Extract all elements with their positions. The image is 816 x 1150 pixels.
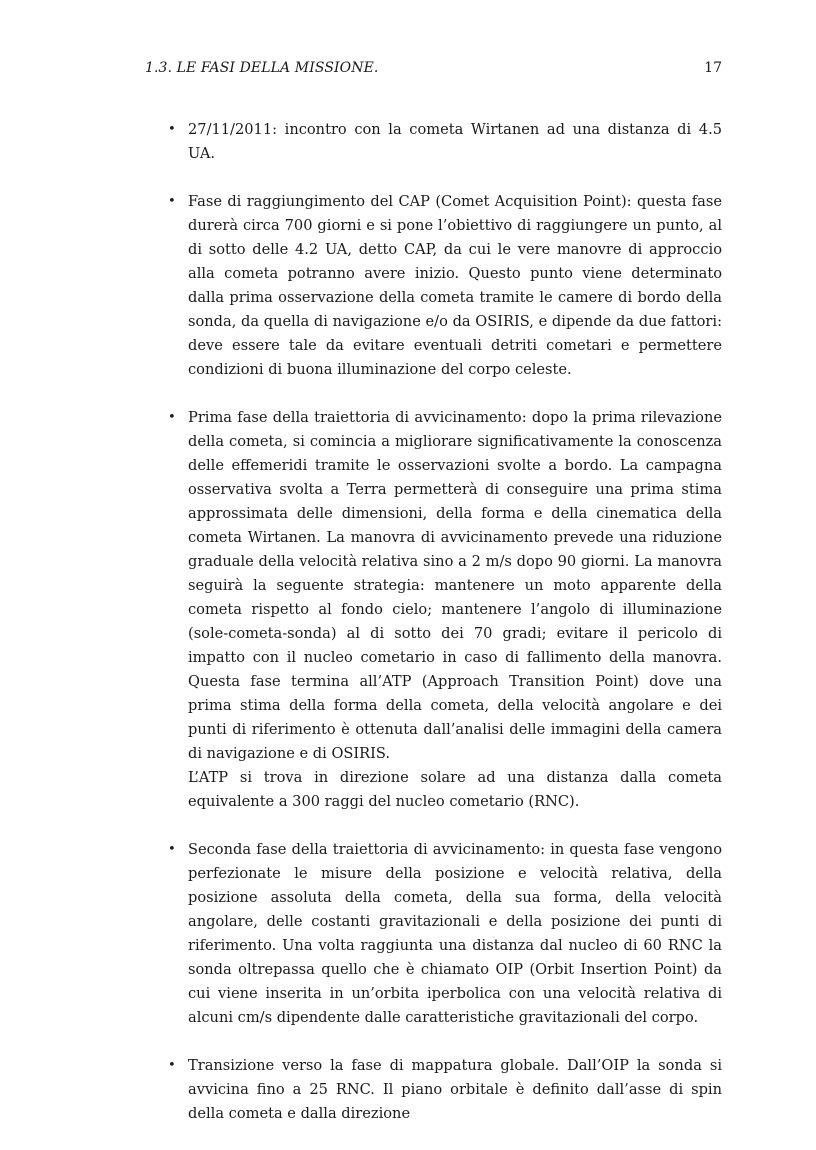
bullet-icon: • <box>168 410 176 425</box>
running-header <box>145 60 722 80</box>
bullet-icon: • <box>168 842 176 857</box>
bullet-icon: • <box>168 122 176 137</box>
list-item <box>168 1054 722 1126</box>
list-item-text: Transizione verso la fase di mappatura globale. Dall’OIP la sonda si avvicina fino a 25 RNC. Il piano orbitale è definito dall’asse di spin della cometa e dalla direzione <box>188 1057 722 1122</box>
bullet-list <box>168 118 722 1126</box>
list-item-text: Fase di raggiungimento del CAP (Comet Acquisition Point): questa fase durerà circa 700 giorni e si pone l’obiettivo di raggiungere un punto, al di sotto delle 4.2 UA, detto CAP, da cui le vere manovre di approccio alla cometa potranno avere inizio. Questo punto viene determinato dalla prima osservazione della cometa tramite le camere di bordo della sonda, da quella di navigazione e/o da OSIRIS, e dipende da due fattori: deve essere tale da evitare eventuali detriti cometari e permettere condizioni di buona illuminazione del corpo celeste. <box>188 193 722 378</box>
list-item <box>168 190 722 382</box>
page-body <box>168 118 722 1150</box>
bullet-icon: • <box>168 194 176 209</box>
bullet-icon: • <box>168 1058 176 1073</box>
section-title: 1.3. LE FASI DELLA MISSIONE. <box>145 60 379 76</box>
page-number: 17 <box>704 60 722 76</box>
list-item <box>168 406 722 814</box>
list-item <box>168 838 722 1030</box>
list-item-text: 27/11/2011: incontro con la cometa Wirtanen ad una distanza di 4.5 UA. <box>188 121 722 162</box>
list-item <box>168 118 722 166</box>
list-item-text: Seconda fase della traiettoria di avvicinamento: in questa fase vengono perfezionate le misure della posizione e velocità relativa, della posizione assoluta della cometa, della sua forma, della velocità angolare, delle costanti gravitazionali e della posizione dei punti di riferimento. Una volta raggiunta una distanza dal nucleo di 60 RNC la sonda oltrepassa quello che è chiamato OIP (Orbit Insertion Point) da cui viene inserita in un’orbita iperbolica con una velocità relativa di alcuni cm/s dipendente dalle caratteristiche gravitazionali del corpo. <box>188 841 722 1026</box>
list-item-text: L’ATP si trova in direzione solare ad una distanza dalla cometa equivalente a 300 raggi del nucleo cometario (RNC). <box>188 769 722 810</box>
list-item-text: Prima fase della traiettoria di avvicinamento: dopo la prima rilevazione della cometa, si comincia a migliorare significativamente la conoscenza delle effemeridi tramite le osservazioni svolte a bordo. La campagna osservativa svolta a Terra permetterà di conseguire una prima stima approssimata delle dimensioni, della forma e della cinematica della cometa Wirtanen. La manovra di avvicinamento prevede una riduzione graduale della velocità relativa sino a 2 m/s dopo 90 giorni. La manovra seguirà la seguente strategia: mantenere un moto apparente della cometa rispetto al fondo cielo; mantenere l’angolo di illuminazione (sole-cometa-sonda) al di sotto dei 70 gradi; evitare il pericolo di impatto con il nucleo cometario in caso di fallimento della manovra. Questa fase termina all’ATP (Approach Transition Point) dove una prima stima della forma della cometa, della velocità angolare e dei punti di riferimento è ottenuta dall’analisi delle immagini della camera di navigazione e di OSIRIS. <box>188 409 722 762</box>
